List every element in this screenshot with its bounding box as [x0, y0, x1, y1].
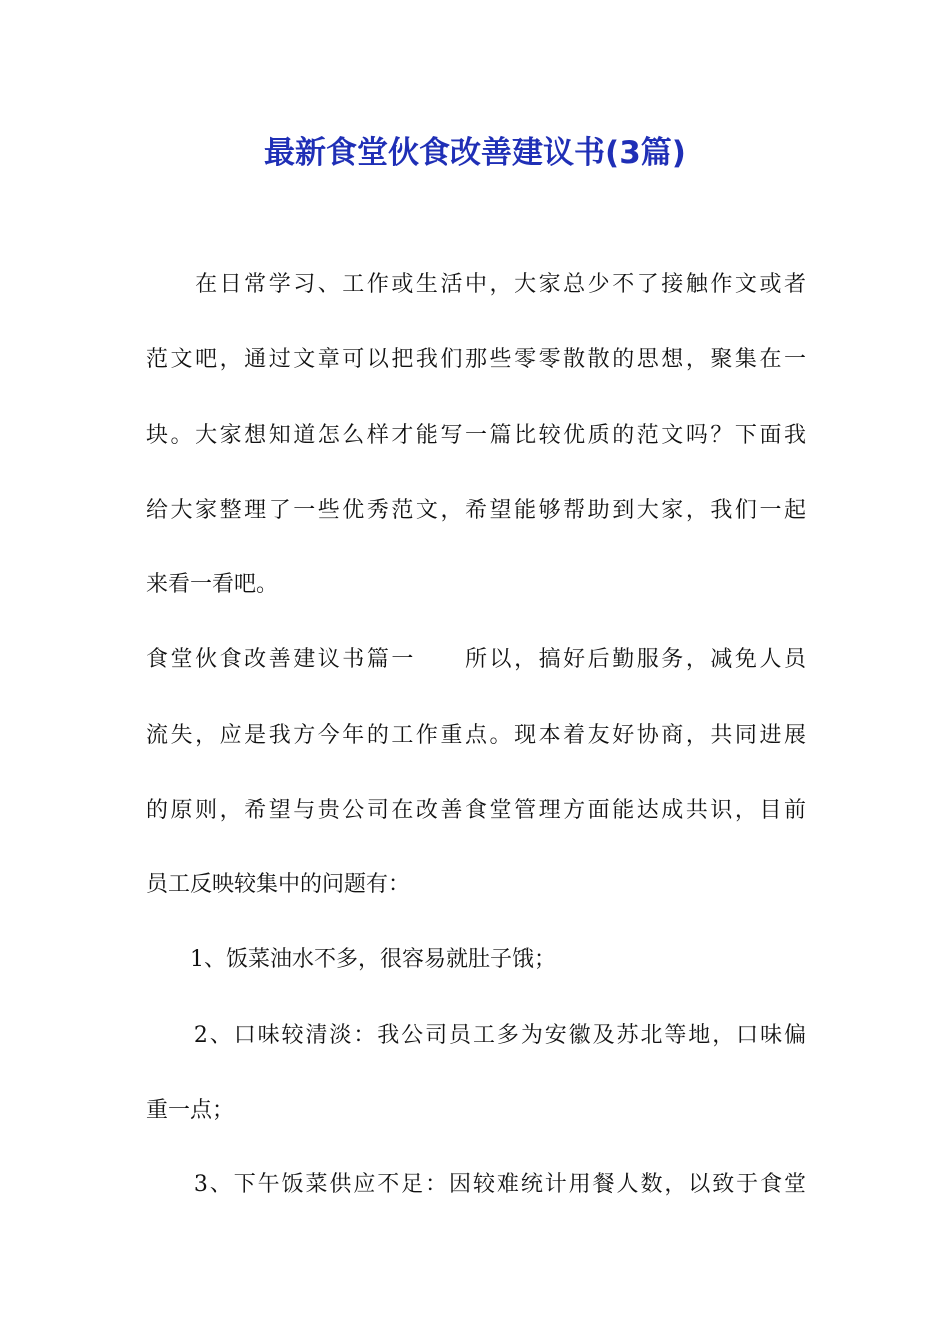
- paragraph-line: 来看一看吧。: [146, 572, 279, 597]
- paragraph-line: 重一点；: [146, 1098, 235, 1123]
- paragraph-line: 给大家整理了一些优秀范文，希望能够帮助到大家，我们一起: [146, 498, 806, 523]
- paragraph-line: 1、饭菜油水不多，很容易就肚子饿；: [146, 947, 556, 972]
- paragraph-line: 3、下午饭菜供应不足：因较难统计用餐人数，以致于食堂: [146, 1172, 806, 1197]
- paragraph-line: 在日常学习、工作或生活中，大家总少不了接触作文或者: [146, 272, 806, 297]
- paragraph-line: 2、口味较清淡：我公司员工多为安徽及苏北等地，口味偏: [146, 1023, 806, 1048]
- paragraph-line: 食堂伙食改善建议书篇一 所以，搞好后勤服务，减免人员: [146, 647, 806, 672]
- paragraph-line: 块。大家想知道怎么样才能写一篇比较优质的范文吗？下面我: [146, 423, 806, 448]
- paragraph-line: 员工反映较集中的问题有：: [146, 872, 411, 897]
- paragraph-line: 范文吧，通过文章可以把我们那些零零散散的思想，聚集在一: [146, 347, 806, 372]
- document-title: 最新食堂伙食改善建议书(3篇): [264, 135, 686, 171]
- paragraph-line: 的原则，希望与贵公司在改善食堂管理方面能达成共识，目前: [146, 798, 806, 823]
- paragraph-line: 流失，应是我方今年的工作重点。现本着友好协商，共同进展: [146, 723, 806, 748]
